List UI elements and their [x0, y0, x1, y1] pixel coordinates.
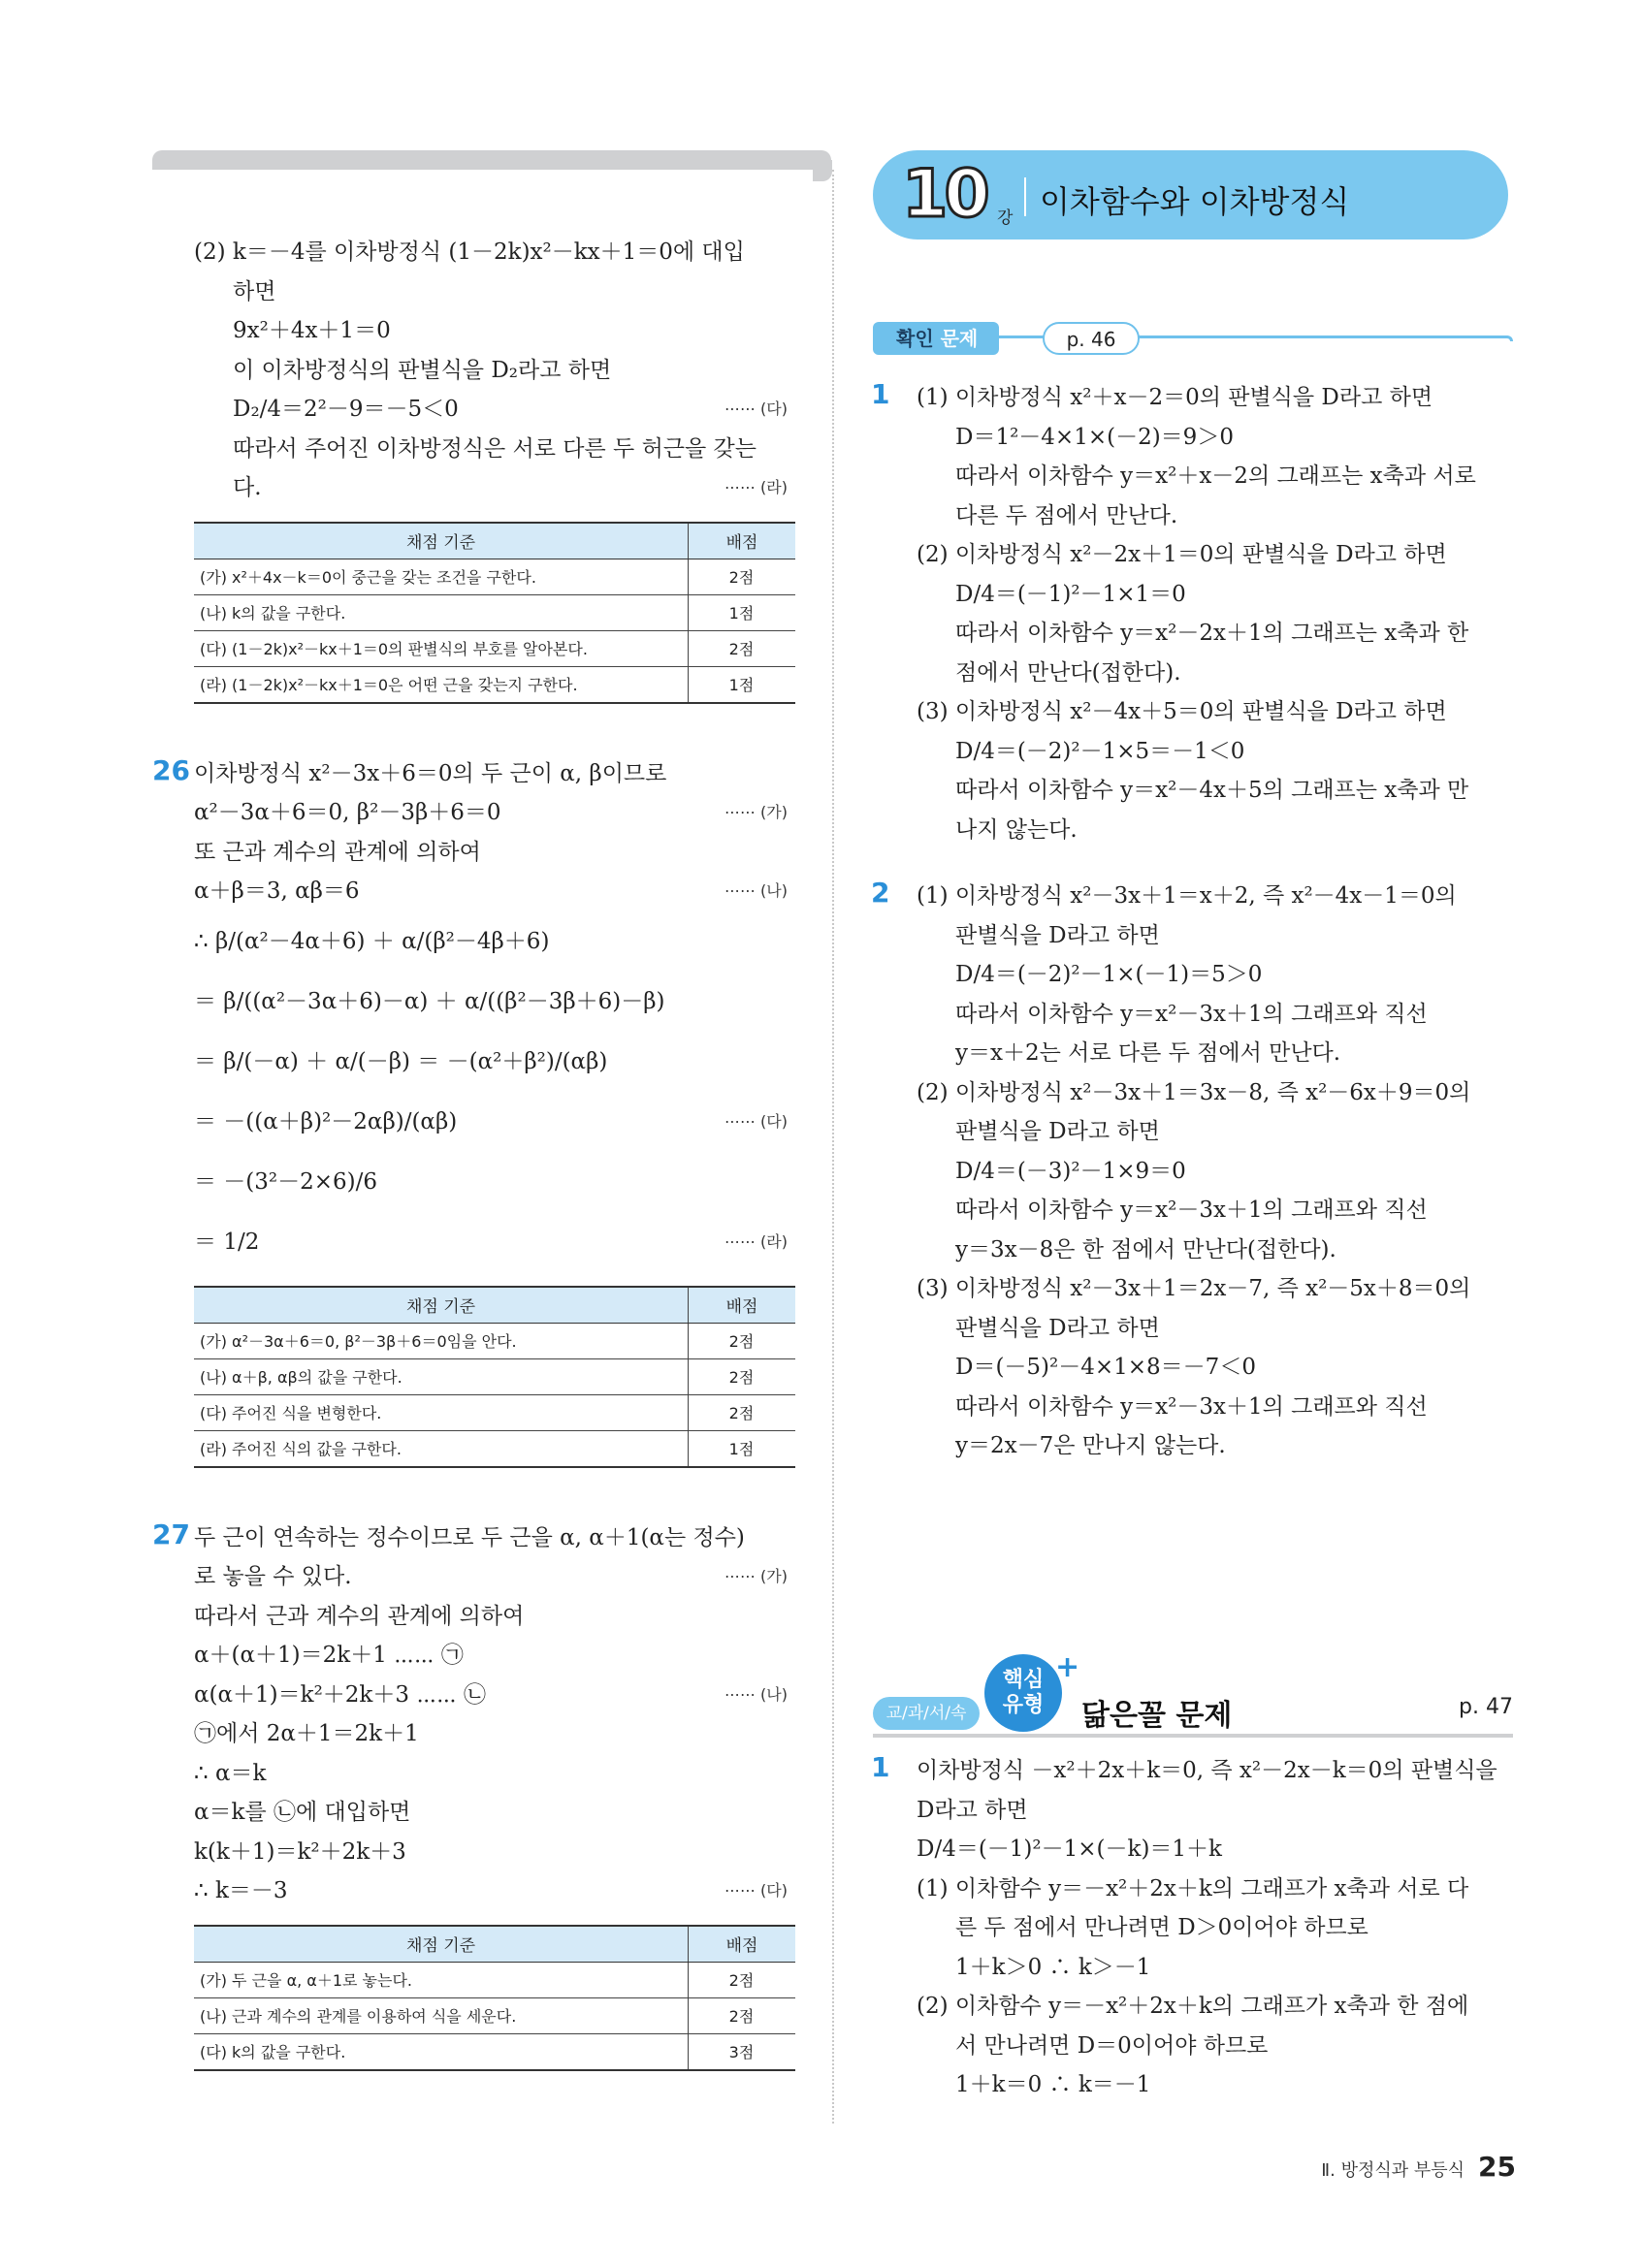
criterion: (가) 두 근을 α, α＋1로 놓는다.: [194, 1962, 689, 1997]
similar-answers: [873, 1751, 1513, 2105]
table-header: 채점 기준: [194, 523, 689, 559]
similar-problems-header: [873, 1648, 1513, 1736]
text-line: D＝(－5)²－4×1×8＝－7＜0: [955, 1355, 1256, 1380]
text-line: 하면: [233, 278, 276, 304]
table-row: [194, 2033, 795, 2070]
problem-number: 27: [152, 1517, 190, 1550]
top-decor-bar: [152, 150, 831, 170]
equation: ＝ 1/2: [194, 1229, 260, 1255]
equation: 로 놓을 수 있다.: [194, 1564, 352, 1589]
criterion: (가) α²－3α＋6＝0, β²－3β＋6＝0임을 안다.: [194, 1323, 689, 1358]
criterion: (나) 근과 계수의 관계를 이용하여 식을 세운다.: [194, 1997, 689, 2033]
text-line: 또 근과 계수의 관계에 의하여: [194, 839, 481, 865]
criterion: (가) x²＋4x－k＝0이 중근을 갖는 조건을 구한다.: [194, 559, 689, 594]
text-line: D/4＝(－1)²－1×1＝0: [955, 581, 1186, 607]
page-number: 25: [1478, 2151, 1516, 2183]
text-line: ＝ β/(－α) ＋ α/(－β) ＝ －(α²＋β²)/(αβ): [194, 1048, 608, 1074]
text-line: 따라서 주어진 이차방정식은 서로 다른 두 허근을 갖는: [233, 435, 757, 462]
criterion: (다) k의 값을 구한다.: [194, 2033, 689, 2070]
grading-table-2: [194, 1286, 795, 1468]
text-line: [194, 390, 795, 430]
text-line: [194, 1212, 795, 1272]
equation: D₂/4＝2²－9＝－5＜0: [233, 397, 459, 422]
text-line: ＝ －(3²－2×6)/6: [194, 1168, 378, 1195]
grading-table-1: [194, 522, 795, 704]
text-line: ∴ β/(α²－4α＋6) ＋ α/(β²－4β＋6): [194, 928, 550, 954]
text-line: 따라서 이차함수 y＝x²＋x－2의 그래프는 x축과 서로: [955, 463, 1476, 489]
text-line: 른 두 점에서 만나려면 D＞0이어야 하므로: [955, 1915, 1368, 1940]
text-line: (1) 이차방정식 x²－3x＋1＝x＋2, 즉 x²－4x－1＝0의: [917, 883, 1457, 909]
text-line: D/4＝(－3)²－1×9＝0: [955, 1158, 1186, 1184]
text-line: 두 근이 연속하는 정수이므로 두 근을 α, α＋1(α는 정수): [194, 1524, 745, 1550]
step-mark: ⋯⋯ (나): [724, 881, 788, 900]
step-mark: ⋯⋯ (가): [724, 803, 788, 821]
equation: α(α＋1)＝k²＋2k＋3 ⋯⋯ ㉡: [194, 1681, 487, 1708]
text-line: ＝ β/((α²－3α＋6)－α) ＋ α/((β²－3β＋6)－β): [194, 988, 665, 1014]
section-underline: [873, 1734, 1513, 1738]
table-header: 배점: [689, 523, 796, 559]
text-line: 따라서 이차함수 y＝x²－2x＋1의 그래프는 x축과 한: [955, 621, 1469, 646]
text-line: 따라서 이차함수 y＝x²－4x＋5의 그래프는 x축과 만: [955, 778, 1469, 803]
text-line: [194, 872, 795, 911]
problem-number: 1: [871, 378, 890, 410]
text-line: 나지 않는다.: [955, 816, 1078, 843]
score: 3점: [689, 2033, 796, 2070]
text-line: 판별식을 D라고 하면: [955, 922, 1160, 948]
text-line: 판별식을 D라고 하면: [955, 1119, 1160, 1144]
lesson-title: 이차함수와 이차방정식: [1040, 183, 1350, 220]
score: 2점: [689, 1394, 796, 1430]
step-mark: ⋯⋯ (라): [724, 1231, 788, 1251]
answer-1: [873, 378, 1513, 849]
score: 2점: [689, 1997, 796, 2033]
plus-icon: +: [1055, 1650, 1080, 1684]
text-line: 이차방정식 x²－3x＋6＝0의 두 근이 α, β이므로: [194, 760, 667, 786]
problem-26: [152, 753, 795, 1272]
tab-label-b: 문제: [940, 327, 979, 350]
text-line: (3) 이차방정식 x²－3x＋1＝2x－7, 즉 x²－5x＋8＝0의: [917, 1276, 1471, 1301]
step-mark: ⋯⋯ (나): [724, 1684, 788, 1704]
column-divider: [832, 170, 834, 2124]
text-line: (2) 이차함수 y＝－x²＋2x＋k의 그래프가 x축과 한 점에: [917, 1994, 1469, 2019]
text-line: (3) 이차방정식 x²－4x＋5＝0의 판별식을 D라고 하면: [917, 699, 1447, 724]
problem-number: 26: [152, 753, 190, 786]
criterion: (라) 주어진 식의 값을 구한다.: [194, 1430, 689, 1467]
text-line: 9x²＋4x＋1＝0: [233, 318, 391, 343]
table-row: [194, 594, 795, 630]
criterion: (나) α＋β, αβ의 값을 구한다.: [194, 1358, 689, 1394]
score: 2점: [689, 1962, 796, 1997]
step-mark: ⋯⋯ (가): [724, 1567, 788, 1585]
core-type-badge: [984, 1654, 1062, 1732]
confirm-problems-header: [873, 318, 1513, 363]
header-separator: [1024, 177, 1026, 216]
table-header: 배점: [689, 1287, 796, 1324]
text-line: D라고 하면: [917, 1797, 1028, 1823]
problem-25-part2: [194, 233, 795, 508]
table-row: [194, 1394, 795, 1430]
step-mark: ⋯⋯ (라): [724, 478, 788, 496]
text-line: D＝1²－4×1×(－2)＝9＞0: [955, 424, 1234, 450]
table-row: [194, 559, 795, 594]
criterion: (나) k의 값을 구한다.: [194, 594, 689, 630]
text-line: [194, 1871, 795, 1911]
table-row: [194, 666, 795, 703]
textbook-badge: 교/과/서/속: [873, 1697, 980, 1730]
text-line: (2) k＝－4를 이차방정식 (1－2k)x²－kx＋1＝0에 대입: [194, 240, 745, 265]
text-line: D/4＝(－2)²－1×(－1)＝5＞0: [955, 962, 1263, 987]
score: 2점: [689, 559, 796, 594]
text-line: ㉠에서 2α＋1＝2k＋1: [194, 1721, 419, 1746]
answer-2: [873, 877, 1513, 1466]
text-line: α＋(α＋1)＝2k＋1 ⋯⋯ ㉠: [194, 1643, 464, 1668]
problem-27: [152, 1517, 795, 1911]
lesson-suffix: 강: [997, 208, 1014, 228]
section-tab: [873, 322, 999, 355]
section-title: 닮은꼴 문제: [1081, 1699, 1233, 1733]
text-line: 다른 두 점에서 만난다.: [955, 502, 1178, 528]
text-line: 1＋k＞0 ∴ k＞－1: [955, 1954, 1151, 1980]
text-line: (1) 이차함수 y＝－x²＋2x＋k의 그래프가 x축과 서로 다: [917, 1875, 1469, 1901]
lesson-number: 10: [902, 156, 986, 233]
problem-number: 2: [871, 877, 890, 909]
score: 2점: [689, 1358, 796, 1394]
text-line: (1) 이차방정식 x²＋x－2＝0의 판별식을 D라고 하면: [917, 385, 1433, 410]
criterion: (라) (1－2k)x²－kx＋1＝0은 어떤 근을 갖는지 구한다.: [194, 666, 689, 703]
text-line: [194, 1676, 795, 1715]
table-header: 채점 기준: [194, 1287, 689, 1324]
table-row: [194, 1323, 795, 1358]
equation: α²－3α＋6＝0, β²－3β＋6＝0: [194, 800, 501, 825]
table-header: 채점 기준: [194, 1926, 689, 1963]
text-line: 이차방정식 －x²＋2x＋k＝0, 즉 x²－2x－k＝0의 판별식을: [917, 1758, 1497, 1783]
text-line: y＝2x－7은 만나지 않는다.: [955, 1433, 1226, 1458]
score: 2점: [689, 1323, 796, 1358]
text-line: 따라서 이차함수 y＝x²－3x＋1의 그래프와 직선: [955, 1001, 1428, 1027]
text-line: 따라서 근과 계수의 관계에 의하여: [194, 1603, 525, 1629]
text-line: [194, 1557, 795, 1597]
text-line: D/4＝(－2)²－1×5＝－1＜0: [955, 738, 1245, 764]
text-line: [194, 468, 795, 508]
table-row: [194, 1430, 795, 1467]
text-line: 이 이차방정식의 판별식을 D₂라고 하면: [233, 357, 612, 383]
text-line: [194, 1092, 795, 1152]
problem-number: 1: [871, 1751, 890, 1783]
score: 1점: [689, 1430, 796, 1467]
text-line: 따라서 이차함수 y＝x²－3x＋1의 그래프와 직선: [955, 1198, 1428, 1223]
table-row: [194, 630, 795, 666]
section-name: Ⅱ. 방정식과 부등식: [1321, 2160, 1465, 2181]
text-line: 서 만나려면 D＝0이어야 하므로: [955, 2032, 1269, 2059]
table-row: [194, 1358, 795, 1394]
badge-line: 유형: [1002, 1693, 1045, 1717]
equation: ＝ －((α＋β)²－2αβ)/(αβ): [194, 1108, 458, 1134]
table-row: [194, 1997, 795, 2033]
score: 2점: [689, 630, 796, 666]
tab-label-a: 확인: [896, 327, 934, 350]
text-line: 따라서 이차함수 y＝x²－3x＋1의 그래프와 직선: [955, 1393, 1428, 1420]
text-line: (2) 이차방정식 x²－3x＋1＝3x－8, 즉 x²－6x＋9＝0의: [917, 1079, 1471, 1105]
lesson-header: [873, 150, 1508, 240]
text-line: 판별식을 D라고 하면: [955, 1315, 1160, 1341]
page-reference: p. 46: [1043, 322, 1140, 355]
step-mark: ⋯⋯ (다): [724, 399, 788, 418]
answer-s1: [873, 1751, 1513, 2105]
text-line: k(k＋1)＝k²＋2k＋3: [194, 1838, 406, 1865]
page-reference: p. 47: [1459, 1695, 1513, 1719]
text-line: 점에서 만난다(접한다).: [955, 659, 1181, 686]
equation: ∴ k＝－3: [194, 1878, 288, 1903]
text-line: y＝x＋2는 서로 다른 두 점에서 만난다.: [955, 1040, 1341, 1066]
score: 1점: [689, 594, 796, 630]
text-line: D/4＝(－1)²－1×(－k)＝1＋k: [917, 1837, 1222, 1862]
table-row: [194, 1962, 795, 1997]
left-column: [152, 233, 795, 2071]
confirm-answers: [873, 378, 1513, 1466]
step-mark: ⋯⋯ (다): [724, 1881, 788, 1900]
step-mark: ⋯⋯ (다): [724, 1111, 788, 1131]
text-line: [194, 793, 795, 833]
grading-table-3: [194, 1925, 795, 2071]
criterion: (다) (1－2k)x²－kx＋1＝0의 판별식의 부호를 알아본다.: [194, 630, 689, 666]
score: 1점: [689, 666, 796, 703]
text-line: α＝k를 ㉡에 대입하면: [194, 1800, 411, 1825]
badge-line: 핵심: [1002, 1668, 1045, 1692]
text-line: (2) 이차방정식 x²－2x＋1＝0의 판별식을 D라고 하면: [917, 542, 1447, 567]
text-line: 1＋k＝0 ∴ k＝－1: [955, 2072, 1151, 2097]
equation: α＋β＝3, αβ＝6: [194, 878, 360, 904]
table-header: 배점: [689, 1926, 796, 1963]
criterion: (다) 주어진 식을 변형한다.: [194, 1394, 689, 1430]
equation: 다.: [233, 475, 262, 500]
page-footer: [1321, 2151, 1516, 2183]
top-decor-cap: [813, 160, 832, 181]
text-line: ∴ α＝k: [194, 1760, 267, 1786]
text-line: y＝3x－8은 한 점에서 만난다(접한다).: [955, 1236, 1336, 1262]
